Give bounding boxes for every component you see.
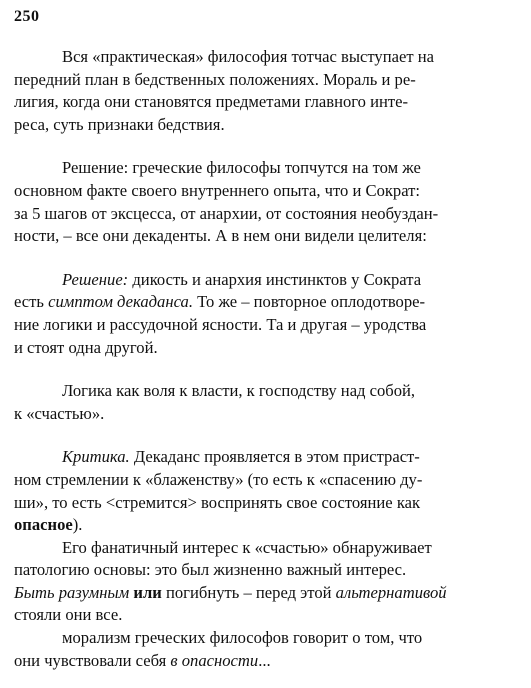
text-span: ).	[72, 515, 83, 535]
text-line: ние логики и рассудочной ясности. Та и другая – уродства	[14, 314, 427, 334]
text-line: Вся «практическая» философия тотчас выступает на	[62, 47, 434, 66]
paragraph-practical-philosophy	[14, 46, 514, 136]
text-span: они чувствовали себя	[14, 650, 171, 670]
italic-term: Решение:	[62, 269, 129, 289]
text-span: Декаданс проявляется в этом пристраст-	[129, 447, 420, 467]
text-line: реса, суть признаки бедствия.	[14, 114, 225, 134]
italic-term: Критика.	[62, 447, 130, 467]
text-line	[14, 514, 514, 537]
text-line: ши», то есть <стремится> воспринять свое состояние как	[14, 492, 421, 512]
text-line: лигия, когда они становятся предметами главного инте-	[14, 92, 408, 112]
bold-term: или	[133, 582, 162, 602]
text-line	[14, 291, 514, 314]
text-span: ...	[258, 650, 271, 670]
text-line: ном стремлении к «блаженству» (то есть к «спасению ду-	[14, 469, 423, 489]
text-span: дикость и анархия инстинктов у Сократа	[128, 269, 422, 289]
text-line: и стоят одна другой.	[14, 337, 158, 357]
text-line: основном факте своего внутреннего опыта, что и Сократ:	[14, 180, 421, 200]
italic-term: симптом декаданса.	[48, 292, 193, 312]
paragraph-logic-will-to-power	[14, 380, 514, 425]
paragraph-solution-socrates	[14, 269, 514, 359]
italic-term: в опасности	[170, 650, 259, 670]
text-line: стояли они все.	[14, 605, 123, 625]
text-line: к «счастью».	[14, 403, 105, 423]
page-body	[14, 46, 514, 672]
text-span: есть	[14, 292, 49, 312]
text-line: ности, – все они декаденты. А в нем они видели целителя:	[14, 226, 427, 246]
page-number: 250	[14, 8, 40, 25]
text-line: патологию основы: это был жизненно важный интерес.	[14, 560, 407, 580]
text-line: Его фанатичный интерес к «счастью» обнаруживает	[62, 537, 432, 557]
italic-term: альтернативой	[335, 582, 447, 602]
paragraph-solution-philosophers	[14, 157, 514, 247]
text-line	[14, 582, 514, 605]
text-line: Решение: греческие философы топчутся на том же	[62, 158, 421, 178]
text-span: То же – повторное оплодотворе-	[192, 292, 426, 312]
text-line	[14, 269, 514, 292]
paragraph-moralism	[14, 627, 514, 672]
text-line: за 5 шагов от эксцесса, от анархии, от состояния необуздан-	[14, 203, 439, 223]
italic-term: Быть разумным	[14, 582, 130, 602]
text-line: передний план в бедственных положениях. Мораль и ре-	[14, 69, 416, 89]
paragraph-critique	[14, 446, 514, 536]
text-line: морализм греческих философов говорит о том, что	[62, 628, 423, 648]
text-span: погибнуть – перед этой	[161, 582, 336, 602]
bold-term: опасное	[14, 515, 73, 535]
paragraph-fanatic-interest	[14, 537, 514, 627]
text-line: Логика как воля к власти, к господству над собой,	[62, 381, 416, 401]
text-line	[14, 650, 514, 673]
text-line	[14, 446, 514, 469]
